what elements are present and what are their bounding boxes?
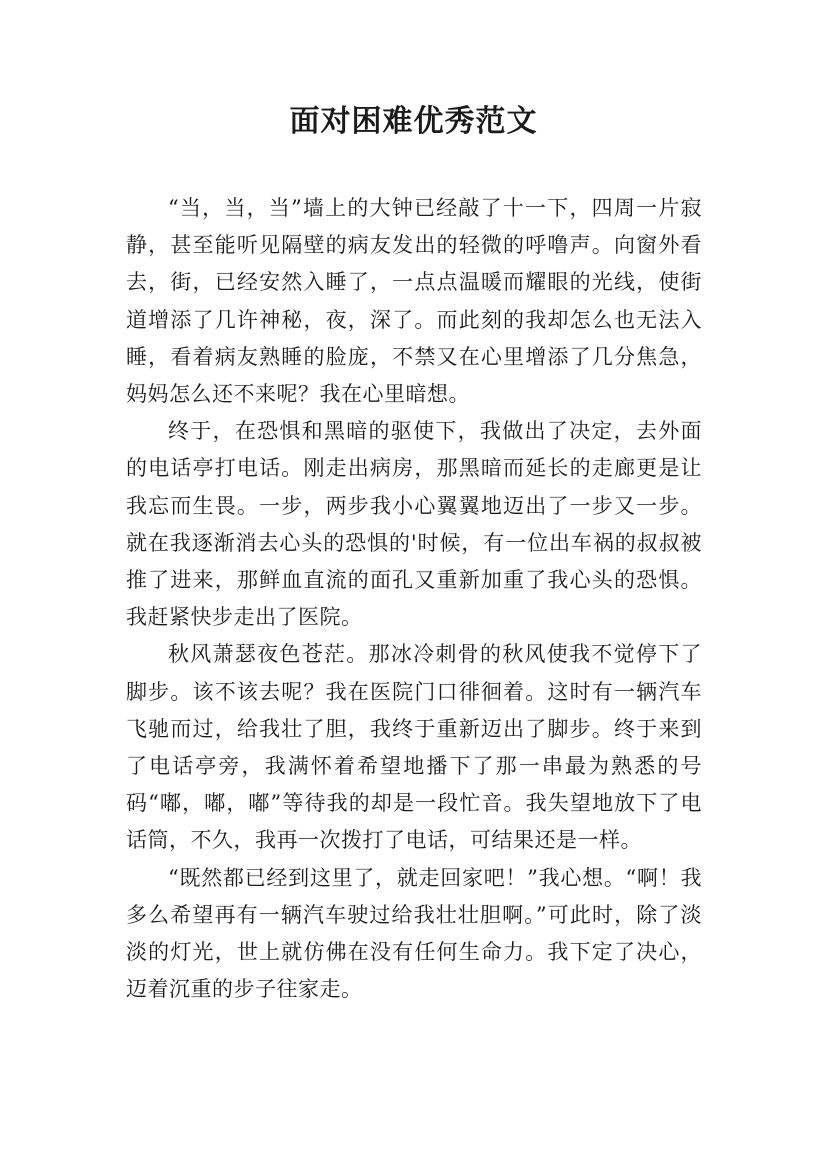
document-title: 面对困难优秀范文 [289,104,538,139]
paragraph-1: “当，当，当”墙上的大钟已经敲了十一下，四周一片寂静，甚至能听见隔壁的病友发出的轻微的呼噜声。向窗外看去，街，已经安然入睡了，一点点温暖而耀眼的光线，使街道增添了几许神秘，夜，深了。而此刻的我却怎么也无法入睡，看着病友熟睡的脸庞，不禁又在心里增添了几分焦急，妈妈怎么还不来呢？我在心里暗想。 [126,196,702,407]
document-body [126,190,702,1008]
paragraph-3: 秋风萧瑟夜色苍茫。那冰冷刺骨的秋风使我不觉停下了脚步。该不该去呢？我在医院门口徘徊着。这时有一辆汽车飞驰而过，给我壮了胆，我终于重新迈出了脚步。终于来到了电话亭旁，我满怀着希望地播下了那一串最为熟悉的号码“嘟，嘟，嘟”等待我的却是一段忙音。我失望地放下了电话筒，不久，我再一次拨打了电话，可结果还是一样。 [126,642,702,853]
paragraph-4: “既然都已经到这里了，就走回家吧！”我心想。“啊！我多么希望再有一辆汽车驶过给我壮壮胆啊。”可此时，除了淡淡的灯光，世上就仿佛在没有任何生命力。我下定了决心，迈着沉重的步子往家走。 [126,865,702,1002]
paragraph-2: 终于，在恐惧和黑暗的驱使下，我做出了决定，去外面的电话亭打电话。刚走出病房，那黑暗而延长的走廊更是让我忘而生畏。一步，两步我小心翼翼地迈出了一步又一步。就在我逐渐消去心头的恐惧的'时候，有一位出车祸的叔叔被推了进来，那鲜血直流的面孔又重新加重了我心头的恐惧。我赶紧快步走出了医院。 [126,419,702,630]
